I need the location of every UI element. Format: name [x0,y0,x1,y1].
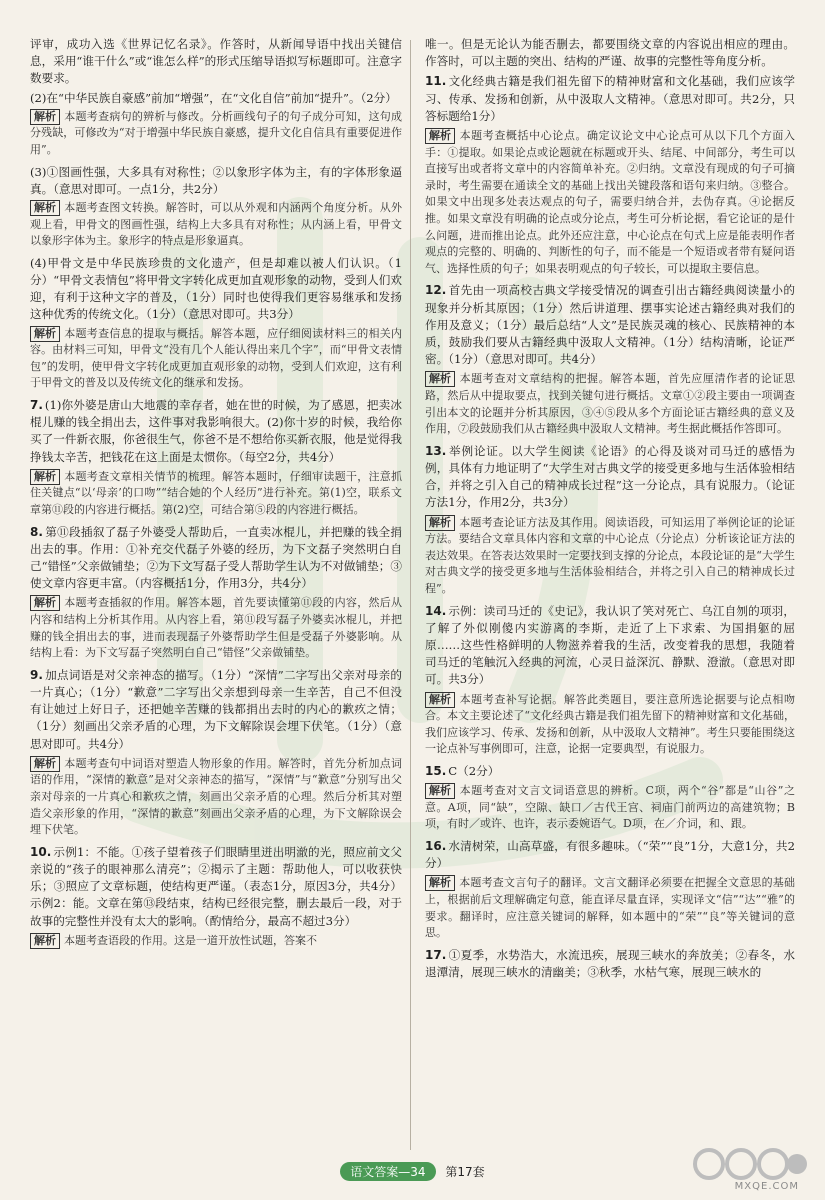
answer-item [425,73,795,125]
analysis-text: 本题考查病句的辨析与修改。分析画线句子的句子成分可知，这句成分残缺，可修改为“对于增强中华民族自豪感，提升文化自信具有重要促进作用”。 [30,109,402,156]
answer-text: 文化经典古籍是我们祖先留下的精神财富和文化基础，我们应该学习、传承、发扬和创新，从中汲取人文精神。（意思对即可。共2分，只答标题给1分） [425,74,795,123]
analysis-block [425,515,795,598]
analysis-text: 本题考查概括中心论点。确定议论文中心论点可从以下几个方面入手：①提取。如果论点或论题就在标题或开头、结尾、中间部分，考生可以直接写出或者将文章中的内容简单补充。②归纳。文章没有现成的句子可摘录时，考生需要在通读全文的基础上找出关键段落和语句来归纳。③整合。如果文中出现多处表达观点的句子，需要归纳合并，去伪存真。④论据反推。如果文章没有明确的论点或分论点，考生可分析论据，看它论证的是什么问题，进而推出论点。此外还应注意，中心论点在句式上应是能表明作者观点的完整的、明确的、判断性的句子，而不能是一个短语或者带有疑问语气、选择性质的句子；如果表明观点的句子较长，可以提取主要信息。 [425,129,795,275]
analysis-text: 本题考查论证方法及其作用。阅读语段，可知运用了举例论证的论证方法。要结合文章具体内容和文章的中心论点（分论点）分析该论证方法的表达效果。在答表达效果时一定要找到支撑的分论点，本段论证的是“大学生对古典文学的接受更多地与生活体验相结合，并将之引入自己的精神成长过程”。 [425,515,795,595]
analysis-tag: 解析 [425,875,455,891]
analysis-tag: 解析 [425,515,455,531]
column-divider [410,40,411,1150]
analysis-text: 本题考查文章相关情节的梳理。解答本题时，仔细审读题干，注意抓住关键点“以‘母亲’的口吻”“结合她的个人经历”进行补充。第(1)空，联系文章第⑪段的内容进行概括。第(2)空，可结合第⑤段的内容进行概括。 [30,469,402,516]
analysis-tag: 解析 [425,692,455,708]
analysis-text: 本题考查信息的提取与概括。解答本题，应仔细阅读材料三的相关内容。由材料三可知，甲骨文“没有几个人能认得出来几个字”，而“甲骨文表情包”的发明，使甲骨文字转化成更加直观形象的动物，受到人们欢迎，这有利于甲骨文的普及以及传统文化的继承和发扬。 [30,326,402,390]
question-number: 13. [425,443,447,458]
answer-text: ①夏季，水势浩大，水流迅疾，展现三峡水的奔放美；②春冬，水退潭清，展现三峡水的清幽美；③秋季，水枯气寒，展现三峡水的 [425,947,795,979]
question-number: 12. [425,283,447,298]
analysis-tag: 解析 [425,783,455,799]
analysis-tag: 解析 [30,933,60,949]
answer-item [425,282,795,368]
answer-text: 加点词语是对父亲神态的描写。（1分）“深情”二字写出父亲对母亲的一片真心；（1分）“歉意”二字写出父亲想到母亲一生辛苦，自己不但没有让她过上好日子，还把她辛苦赚的钱都捐出去时的内心的歉疚之情；（1分）刻画出父亲矛盾的心理，为下文解除误会埋下伏笔。（1分）（意思对即可。共4分） [30,667,402,751]
analysis-block [30,933,402,950]
answer-item [425,603,795,689]
analysis-text: 本题考查文言句子的翻译。文言文翻译必须要在把握全文意思的基础上，根据前后文理解确定句意，能直译尽量直译，实现译文“信”“达”“雅”的要求。翻译时，应注意关键词的解释，如本题中的“荣”“良”等关键词的意思。 [425,876,795,940]
question-number: 17. [425,947,447,962]
analysis-text: 本题考查补写论据。解答此类题目，要注意所选论据要与论点相吻合。本文主要论述了“文化经典古籍是我们祖先留下的精神财富和文化基础，我们应该学习、传承、发扬和创新，从中汲取人文精神”。考生只要能围绕这一论点补写事例即可，注意，论据一定要典型，有说服力。 [425,692,795,756]
answer-item [425,838,795,872]
analysis-tag: 解析 [30,200,60,216]
answer-text: (1)你外婆是唐山大地震的幸存者，她在世的时候，为了感恩，把卖冰棍儿赚的钱全捐出去，这件事对我影响很大。(2)你十岁的时候，我给你买了一件新衣服，你爸很生气，你爸不是不想给你买新衣服，他是觉得我挣钱太辛苦，把钱花在这上面是太惯你。（每空2分，共4分） [30,397,402,464]
question-number: 9. [30,667,43,682]
analysis-block [30,595,402,661]
analysis-block [30,469,402,519]
analysis-block [30,200,402,250]
question-number: 7. [30,397,43,412]
analysis-text: 本题考查句中词语对塑造人物形象的作用。解答时，首先分析加点词语的作用，“深情的歉意”是对父亲神态的描写，“深情”与“歉意”分别写出父亲对母亲的一片真心和歉疚之情，刻画出父亲矛盾的心理。然后分析其对塑造父亲形象的作用，“深情的歉意”刻画出父亲矛盾的心理，为下文解除误会埋下伏笔。 [30,756,402,837]
answer-text: C（2分） [448,763,500,778]
answer-page-label: 语文答案—34 [340,1162,435,1181]
answer-paragraph: (2)在“中华民族自豪感”前加“增强”，在“文化自信”前加“提升”。（2分） [30,90,397,105]
right-column [425,36,795,1140]
analysis-block [425,875,795,941]
analysis-block [30,326,402,392]
question-number: 16. [425,838,447,853]
set-number: 第17套 [445,1165,485,1179]
question-number: 15. [425,763,447,778]
question-number: 8. [30,524,43,539]
answer-item [425,763,795,780]
analysis-block [425,371,795,437]
analysis-block [425,692,795,758]
answer-text: 水清树荣，山高草盛，有很多趣味。（“荣”“良”1分，大意1分，共2分） [425,838,795,871]
analysis-tag: 解析 [425,128,455,144]
answer-text: 示例：读司马迁的《史记》，我认识了笑对死亡、乌江自刎的项羽，了解了外似刚傻内实游离的李斯，走近了上下求索、为国捐躯的屈原……这些性格鲜明的人物滋养着我的生活，改变着我的思想，我随着司马迁的笔触沉入经典的河流，心灵日益深沉、静默、澄澈。（意思对即可。共3分） [425,603,795,687]
answer-paragraph: 评审，成功入选《世界记忆名录》。作答时，从新闻导语中找出关键信息，采用“谁干什么”或“谁怎么样”的形式压缩导语拟写标题即可。注意字数要求。 [30,37,402,86]
question-number: 10. [30,844,52,859]
answer-text: 第⑪段插叙了磊子外婆受人帮助后，一直卖冰棍儿，并把赚的钱全捐出去的事。作用：①补充交代磊子外婆的经历，为下文磊子突然明白自己“错怪”父亲做铺垫；②为下文写磊子受人帮助学生认为不对做铺垫；③使文章内容更丰富。（内容概括1分，作用3分，共4分） [30,524,402,591]
analysis-text: 本题考查语段的作用。这是一道开放性试题，答案不 [64,933,317,947]
answer-paragraph: 唯一。但是无论认为能否删去，都要围绕文章的内容说出相应的理由。作答时，可以主题的突出、结构的严谨、故事的完整性等角度分析。 [425,37,795,69]
left-column [30,36,402,1140]
analysis-block [425,128,795,277]
analysis-text: 本题考查对文言文词语意思的辨析。C项，两个“谷”都是“山谷”之意。A项，同“缺”，空隙、缺口／古代王宫、祠庙门前两边的高建筑物；B项，有时／或许、也许，表示委婉语气。D项，在／介词，和、跟。 [425,784,795,831]
analysis-tag: 解析 [30,595,60,611]
answer-item [425,947,795,981]
answer-paragraph: (4)甲骨文是中华民族珍贵的文化遗产，但是却难以被人们认识。（1分）“甲骨文表情包”将甲骨文字转化成更加直观形象的动物，受到人们欢迎，有利于这种文字的普及，（1分）同时也使得我们更容易继承和发扬这种优秀的传统文化。（1分）（意思对即可。共3分） [30,255,402,322]
analysis-tag: 解析 [425,371,455,387]
answer-item [425,443,795,512]
analysis-block [425,783,795,833]
analysis-text: 本题考查对文章结构的把握。解答本题，首先应厘清作者的论证思路，然后从中提取要点，找到关键句进行概括。文章①②段主要由一项调查引出本文的论题并分析其原因，③④⑤段从多个方面论证古籍经典的意义及作用，⑦段鼓励我们从古籍经典中汲取人文精神。考生据此概括作答即可。 [425,372,795,436]
analysis-text: 本题考查插叙的作用。解答本题，首先要读懂第⑪段的内容，然后从内容和结构上分析其作用。从内容上看，第⑪段写磊子外婆卖冰棍儿，并把赚的钱全捐出去的事，进而表现磊子外婆帮助学生但是受磊子外婆影响。从结构上看：为下文写磊子突然明白自己“错怪”父亲做铺垫。 [30,596,402,660]
answer-item [30,397,402,466]
analysis-tag: 解析 [30,109,60,125]
analysis-tag: 解析 [30,756,60,772]
analysis-block [30,756,402,839]
analysis-tag: 解析 [30,469,60,485]
answer-item [30,844,402,930]
answer-item [30,524,402,593]
answer-item [30,667,402,753]
question-number: 11. [425,74,447,89]
question-number: 14. [425,603,447,618]
answer-paragraph: (3)①图画性强，大多具有对称性；②以象形字体为主，有的字体形象逼真。（意思对即可。一点1分，共2分） [30,164,402,196]
answer-text: 首先由一项高校古典文学接受情况的调查引出古籍经典阅读量小的现象并分析其原因；（1分）然后讲道理、摆事实论述古籍经典对我们的作用及意义；（1分）最后总结“人文”是民族灵魂的核心、民族精神的本质，鼓励我们要从古籍经典中汲取人文精神。（1分）结构清晰，论证严密。（1分）（意思对即可。共4分） [425,283,795,367]
answer-text: 示例1：不能。①孩子望着孩子们眼睛里迸出明澈的光，照应前文父亲说的“孩子的眼神那么清亮”；②揭示了主题：帮助他人，可以收获快乐；③照应了文章标题，使结构更严谨。（表态1分，原因3分，共4分）示例2：能。文章在第⑬段结束，结构已经很完整，删去最后一段，对于故事的完整性并没有太大的影响。（酌情给分，最高不超过3分） [30,844,402,928]
analysis-text: 本题考查图文转换。解答时，可以从外观和内涵两个角度分析。从外观上看，甲骨文的图画性强，结构上大多具有对称性；从内涵上看，甲骨文以象形字体为主。象形字的特点是形象逼真。 [30,201,402,248]
analysis-tag: 解析 [30,326,60,342]
answer-text: 举例论证。以大学生阅读《论语》的心得及谈对司马迁的感悟为例，具体有力地证明了“大学生对古典文学的接受更多地与生活体验相结合，并将之引入自己的精神成长过程”这一分论点，具有说服力。（论证方法1分，作用2分，共3分） [425,443,795,510]
analysis-block [30,109,402,159]
watermark-url: MXQE.COM [734,1181,799,1192]
